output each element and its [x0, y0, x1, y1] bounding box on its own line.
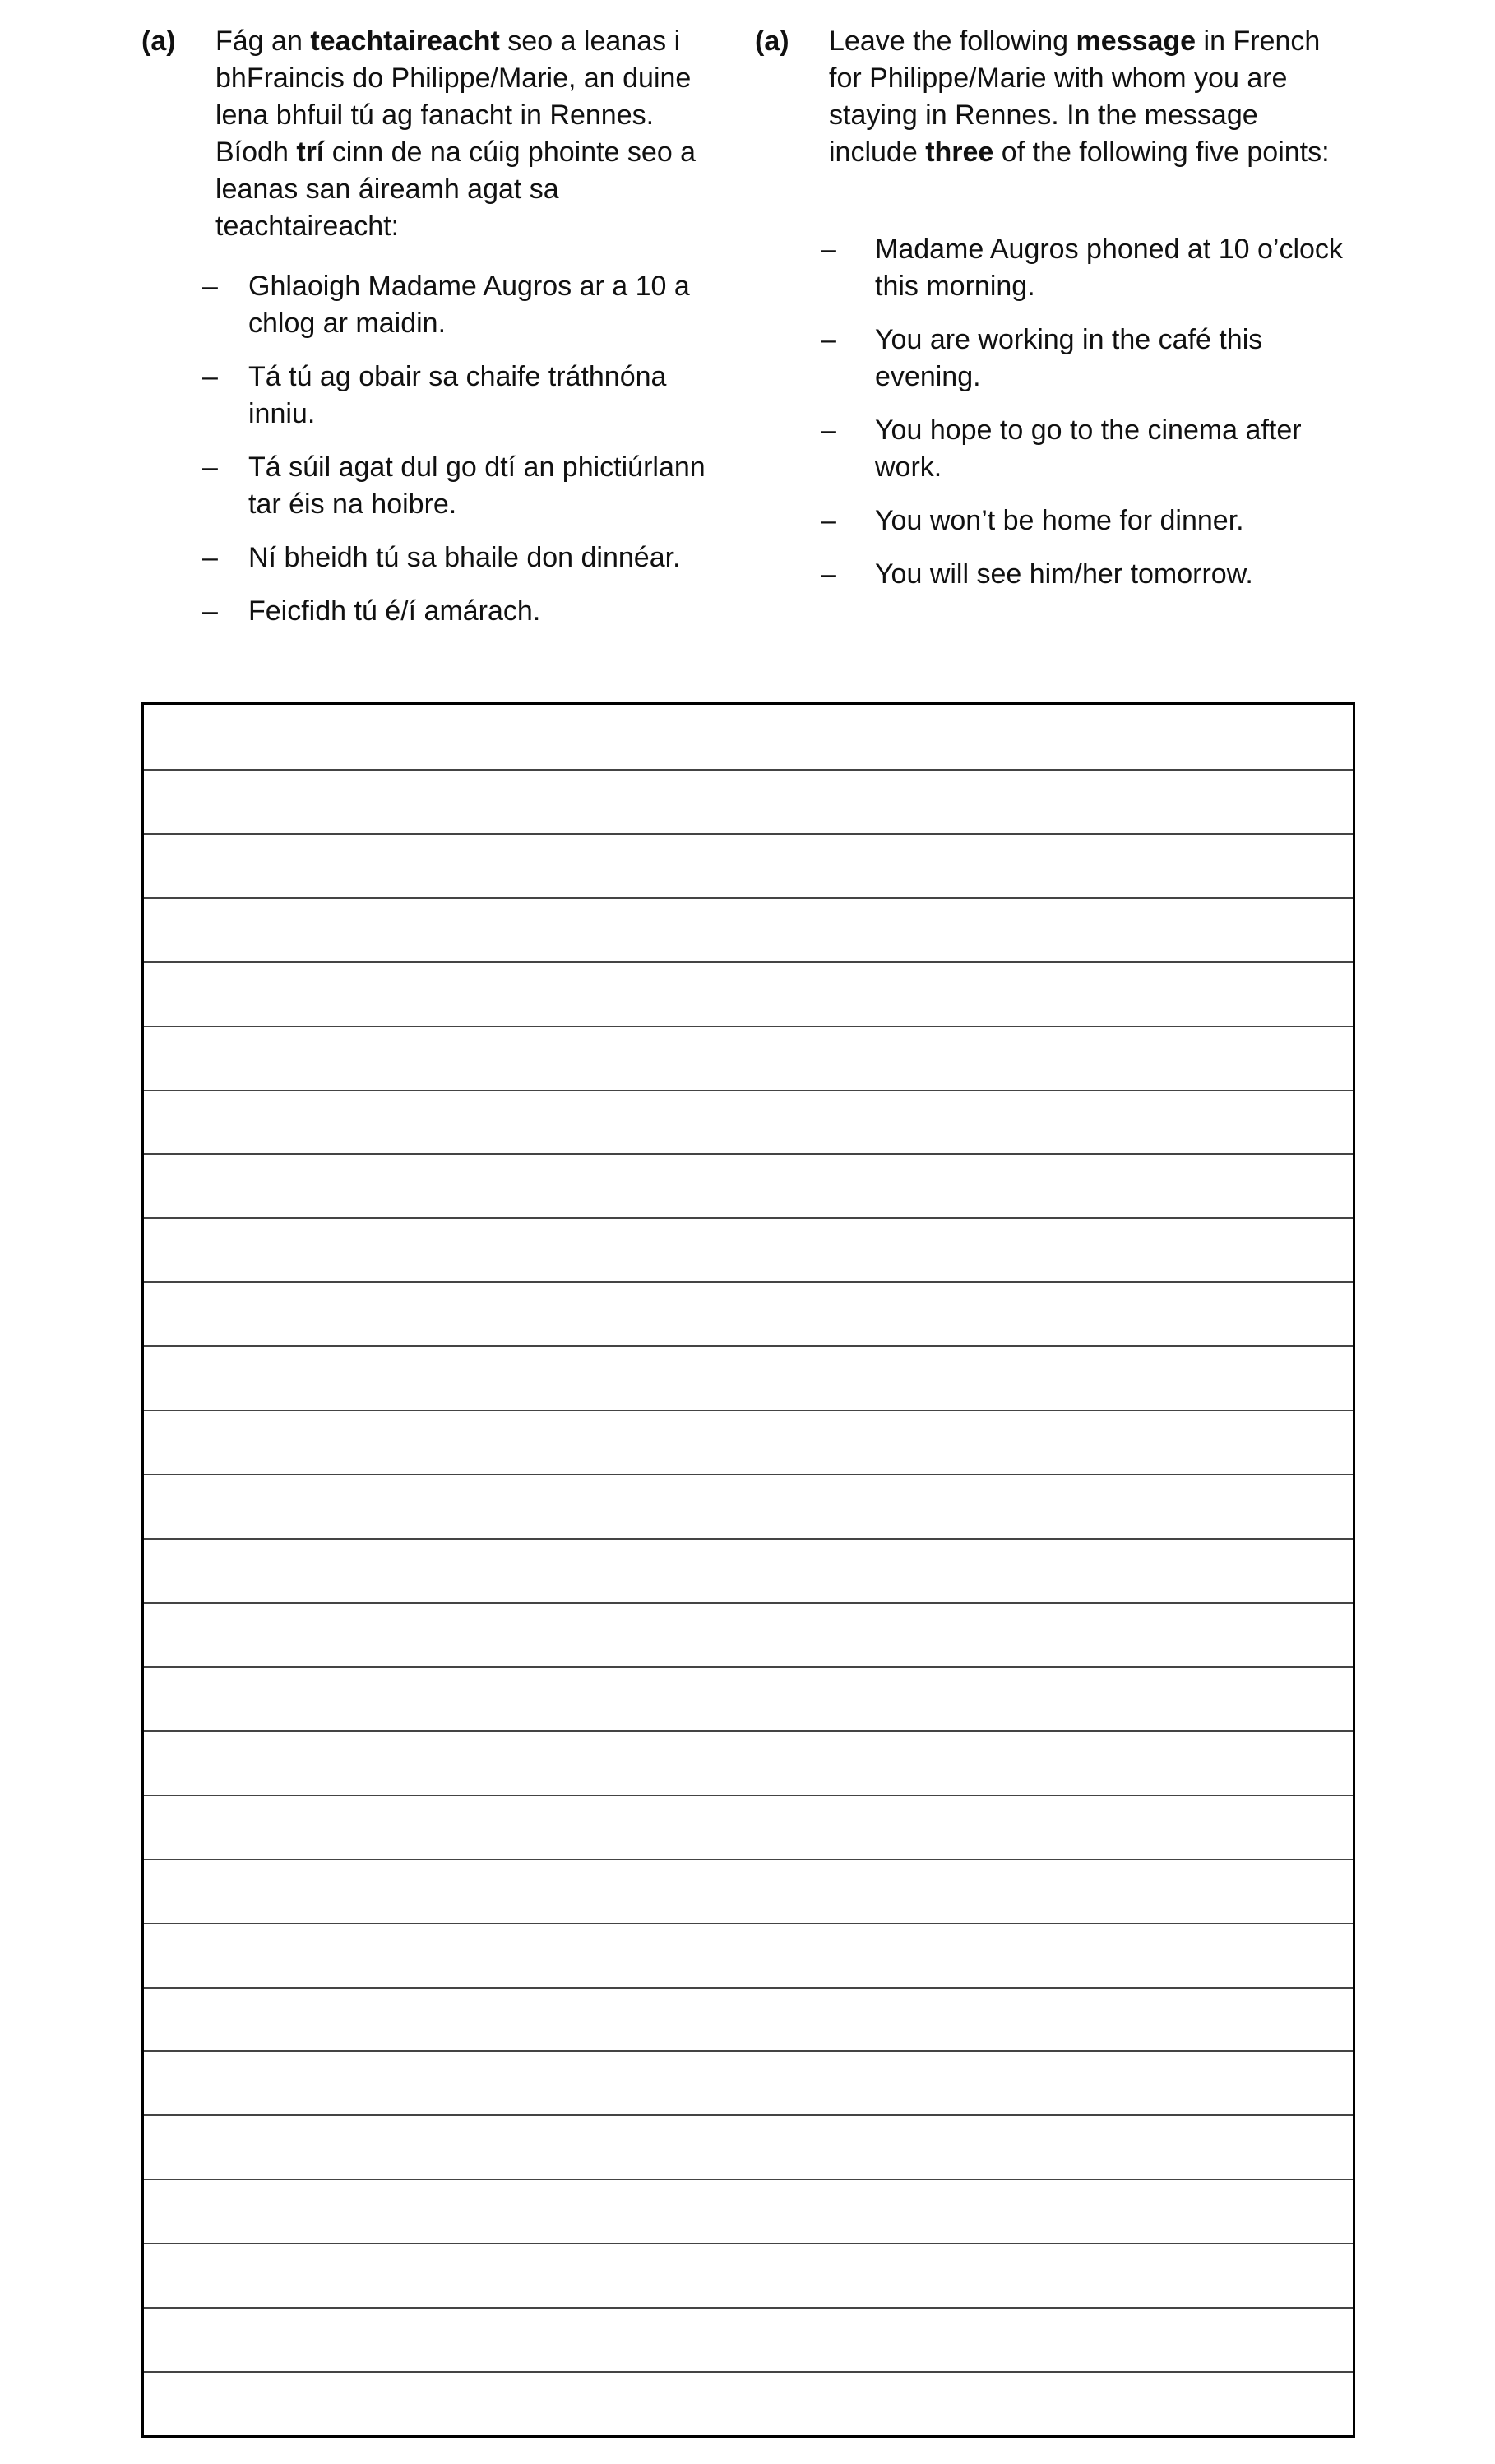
list-item: – Tá súil agat dul go dtí an phictiúrlann tar éis na hoibre.	[202, 452, 706, 520]
question-text-irish: Fág an teachtaireacht seo a leanas i bhFraincis do Philippe/Marie, an duine lena bhfuil tú ag fanacht in Rennes. Bíodh trí cinn de na cúig phointe seo a leanas san áireamh agat sa teachtaireacht:	[215, 25, 697, 242]
question-text-english: Leave the following message in French for Philippe/Marie with whom you are staying in Rennes. In the message include three of the following five points:	[829, 25, 1330, 168]
points-list-english	[755, 231, 1347, 593]
ruled-line	[144, 1026, 1353, 1027]
ruled-line	[144, 2050, 1353, 2052]
ruled-line	[144, 961, 1353, 963]
ruled-line	[144, 1538, 1353, 1540]
points-list-irish	[141, 268, 734, 630]
ruled-line	[144, 2371, 1353, 2373]
question-label-irish: (a)	[141, 25, 176, 57]
ruled-line	[144, 1923, 1353, 1924]
irish-instructions	[141, 23, 734, 646]
list-item: – Feicfidh tú é/í amárach.	[202, 595, 541, 627]
ruled-line	[144, 769, 1353, 771]
ruled-line	[144, 833, 1353, 835]
ruled-line	[144, 1666, 1353, 1668]
ruled-line	[144, 1859, 1353, 1860]
ruled-line	[144, 1217, 1353, 1219]
ruled-line	[144, 1281, 1353, 1283]
list-item: – You won’t be home for dinner.	[821, 505, 1244, 536]
ruled-line	[144, 1474, 1353, 1475]
ruled-line	[144, 2179, 1353, 2180]
list-item: – You will see him/her tomorrow.	[821, 558, 1253, 590]
list-item: – You hope to go to the cinema after work.	[821, 415, 1302, 483]
list-item: – Ní bheidh tú sa bhaile don dinnéar.	[202, 542, 681, 573]
question-label-english: (a)	[755, 25, 789, 57]
ruled-line	[144, 1795, 1353, 1796]
list-item: – Ghlaoigh Madame Augros ar a 10 a chlog ar maidin.	[202, 271, 690, 339]
ruled-line	[144, 1153, 1353, 1155]
ruled-line	[144, 1730, 1353, 1732]
english-instructions	[755, 23, 1347, 609]
ruled-line	[144, 1345, 1353, 1347]
ruled-line	[144, 1987, 1353, 1989]
ruled-line	[144, 2114, 1353, 2116]
list-item: – Madame Augros phoned at 10 o’clock this morning.	[821, 234, 1343, 302]
ruled-line	[144, 2243, 1353, 2244]
ruled-line	[144, 1090, 1353, 1091]
list-item: – You are working in the café this evening.	[821, 324, 1263, 392]
answer-writing-area[interactable]	[141, 702, 1355, 2438]
ruled-line	[144, 1410, 1353, 1411]
ruled-line	[144, 897, 1353, 899]
ruled-line	[144, 1602, 1353, 1604]
list-item: – Tá tú ag obair sa chaife tráthnóna inniu.	[202, 361, 667, 429]
ruled-line	[144, 2307, 1353, 2309]
